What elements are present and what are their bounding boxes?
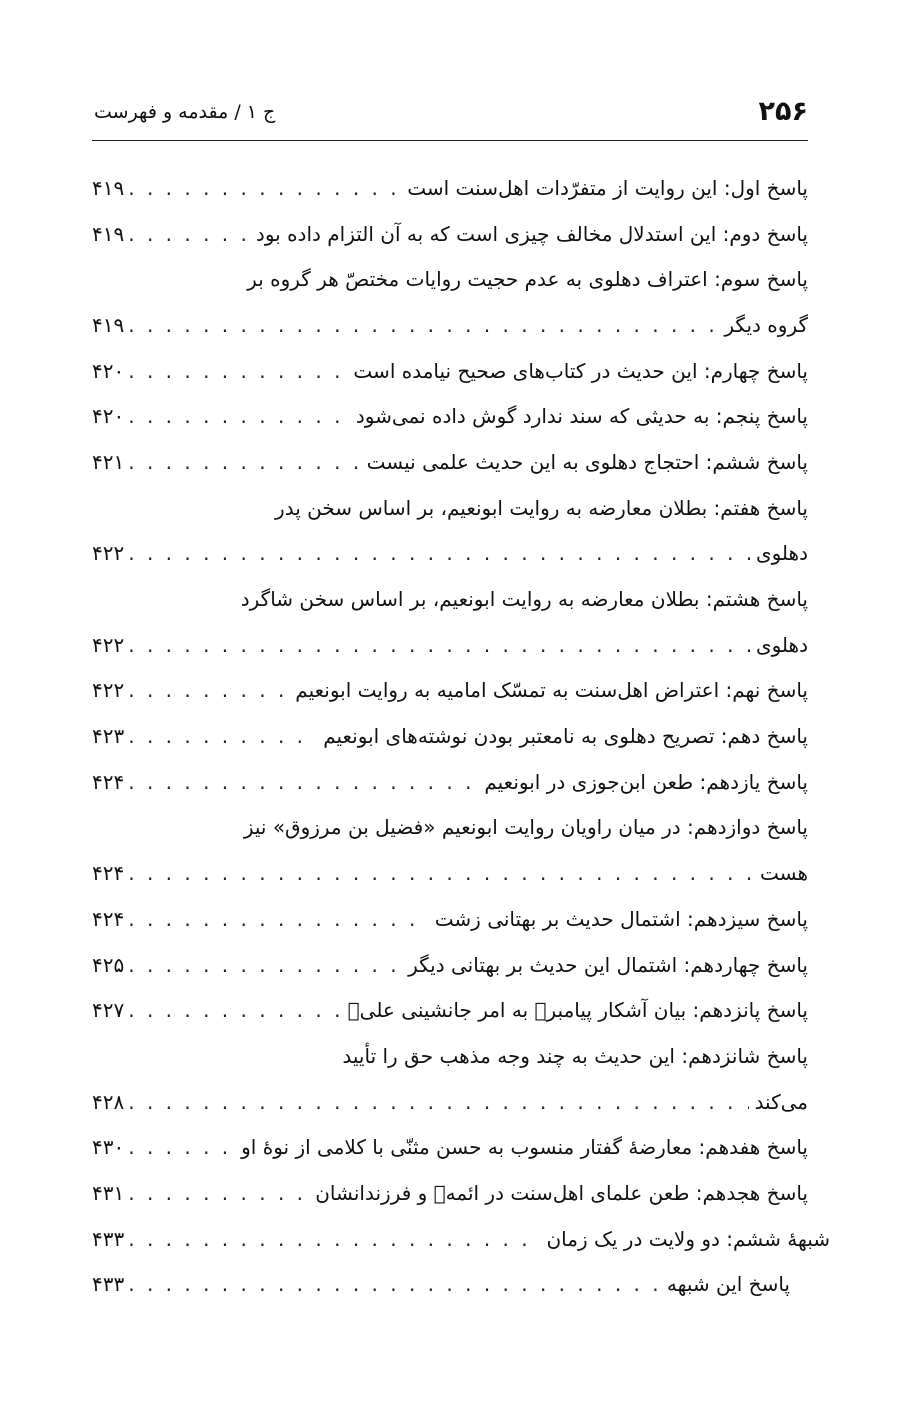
toc-entry-title: پاسخ هفتم: بطلان معارضه به روایت ابونعیم، بر اساس سخن پدر xyxy=(275,495,808,520)
toc-entry-title: پاسخ دهم: تصریح دهلوی به نامعتبر بودن نوشته‌های ابونعیم xyxy=(323,724,808,749)
dot-leader xyxy=(128,633,750,657)
toc-page-number: ۴۲۰ xyxy=(92,358,125,383)
toc-entry xyxy=(92,805,808,896)
toc-entry xyxy=(92,576,808,667)
dot-leader xyxy=(128,724,317,748)
toc-entry-title: پاسخ سوم: اعتراف دهلوی به عدم حجیت روایات مختصّ هر گروه بر xyxy=(247,267,808,292)
toc-entry xyxy=(92,165,808,211)
toc-page-number: ۴۲۴ xyxy=(92,769,125,794)
toc-entry xyxy=(92,987,808,1033)
toc-entry-title-continued: می‌کند xyxy=(754,1089,808,1114)
toc-page-number: ۴۱۹ xyxy=(92,221,125,246)
toc-entry-title: پاسخ هشتم: بطلان معارضه به روایت ابونعیم، بر اساس سخن شاگرد xyxy=(240,587,808,612)
toc-entry-title: پاسخ چهارم: این حدیث در کتاب‌های صحیح نیامده است xyxy=(353,358,808,383)
toc-page-number: ۴۲۲ xyxy=(92,541,125,566)
toc-section-heading xyxy=(92,1216,830,1262)
toc-entry xyxy=(92,393,808,439)
toc-page-number: ۴۳۳ xyxy=(92,1272,125,1297)
toc-entry-title: پاسخ شانزدهم: این حدیث به چند وجه مذهب حق را تأیید xyxy=(342,1043,808,1068)
toc-entry-title: پاسخ هفدهم: معارضهٔ گفتار منسوب به حسن مثنّی با کلامی از نوهٔ او xyxy=(241,1135,808,1160)
toc-entry-title: پاسخ اول: این روایت از متفرّدات اهل‌سنت است xyxy=(407,175,808,200)
toc-entry xyxy=(92,1262,808,1308)
toc-entry-title: پاسخ دوم: این استدلال مخالف چیزی است که به آن التزام داده بود xyxy=(255,221,808,246)
dot-leader xyxy=(128,861,754,885)
toc-entry-title: پاسخ این شبهه xyxy=(666,1272,790,1297)
toc-entry xyxy=(92,759,808,805)
toc-page-number: ۴۲۳ xyxy=(92,724,125,749)
toc-entry xyxy=(92,211,808,257)
toc-page-number: ۴۲۷ xyxy=(92,998,125,1023)
toc-entry xyxy=(92,256,808,347)
dot-leader xyxy=(128,404,350,428)
toc-entry xyxy=(92,668,808,714)
toc-entry-title: پاسخ ششم: احتجاج دهلوی به این حدیث علمی نیست xyxy=(366,449,808,474)
dot-leader xyxy=(128,907,429,931)
toc-entry-title: پاسخ هجدهم: طعن علمای اهل‌سنت در ائمهؑ و فرزندانشان xyxy=(315,1180,808,1205)
dot-leader xyxy=(128,450,360,474)
toc-entry-title: پاسخ یازدهم: طعن ابن‌جوزی در ابونعیم xyxy=(484,769,808,794)
toc-page-number: ۴۲۵ xyxy=(92,952,125,977)
toc-entry-title: شبههٔ ششم: دو ولایت در یک زمان xyxy=(546,1226,830,1251)
toc-entry-title: پاسخ نهم: اعتراض اهل‌سنت به تمسّک امامیه به روایت ابونعیم xyxy=(295,678,808,703)
toc-page-number: ۴۳۳ xyxy=(92,1226,125,1251)
dot-leader xyxy=(128,678,289,702)
toc-entry-title-continued: دهلوی xyxy=(755,632,808,657)
toc-entry xyxy=(92,485,808,576)
dot-leader xyxy=(128,176,401,200)
toc-page-number: ۴۳۱ xyxy=(92,1180,125,1205)
toc-entry xyxy=(92,348,808,394)
page-number: ۲۵۶ xyxy=(758,96,808,127)
dot-leader xyxy=(128,313,718,337)
toc-page-number: ۴۲۲ xyxy=(92,632,125,657)
toc-entry-title: پاسخ دوازدهم: در میان راویان روایت ابونعیم «فضیل بن مرزوق» نیز xyxy=(243,815,808,840)
dot-leader xyxy=(128,770,478,794)
toc-entry-title: پاسخ سیزدهم: اشتمال حدیث بر بهتانی زشت xyxy=(434,906,808,931)
toc-entry xyxy=(92,896,808,942)
toc-entry xyxy=(92,713,808,759)
toc-entry xyxy=(92,1124,808,1170)
toc-entry-title: پاسخ پانزدهم: بیان آشکار پیامبرﷺ به امر جانشینی علیؑ xyxy=(347,998,808,1023)
dot-leader xyxy=(128,1272,661,1296)
toc-entry-title: پاسخ پنجم: به حدیثی که سند ندارد گوش داده نمی‌شود xyxy=(355,404,808,429)
toc-page-number: ۴۲۲ xyxy=(92,678,125,703)
toc-page-number: ۴۲۴ xyxy=(92,906,125,931)
toc-page-number: ۴۳۰ xyxy=(92,1135,125,1160)
running-header-title: ج ۱ / مقدمه و فهرست xyxy=(94,101,276,123)
table-of-contents xyxy=(92,165,830,1307)
toc-page-number: ۴۲۸ xyxy=(92,1089,125,1114)
dot-leader xyxy=(128,359,347,383)
toc-entry xyxy=(92,1170,808,1216)
toc-entry-title-continued: دهلوی xyxy=(755,541,808,566)
toc-entry-title-continued: هست xyxy=(759,861,808,886)
toc-entry xyxy=(92,439,808,485)
running-header xyxy=(92,96,808,141)
toc-entry xyxy=(92,942,808,988)
toc-entry xyxy=(92,1033,808,1124)
toc-page-number: ۴۲۴ xyxy=(92,861,125,886)
toc-page-number: ۴۱۹ xyxy=(92,312,125,337)
dot-leader xyxy=(128,1135,235,1159)
dot-leader xyxy=(128,1090,748,1114)
toc-page-number: ۴۱۹ xyxy=(92,175,125,200)
toc-page-number: ۴۲۰ xyxy=(92,404,125,429)
dot-leader xyxy=(128,998,341,1022)
dot-leader xyxy=(128,222,250,246)
dot-leader xyxy=(128,541,750,565)
toc-page-number: ۴۲۱ xyxy=(92,449,125,474)
dot-leader xyxy=(128,1227,540,1251)
toc-entry-title: پاسخ چهاردهم: اشتمال این حدیث بر بهتانی دیگر xyxy=(408,952,808,977)
dot-leader xyxy=(128,1181,309,1205)
toc-entry-title-continued: گروه دیگر xyxy=(724,312,808,337)
dot-leader xyxy=(128,953,402,977)
